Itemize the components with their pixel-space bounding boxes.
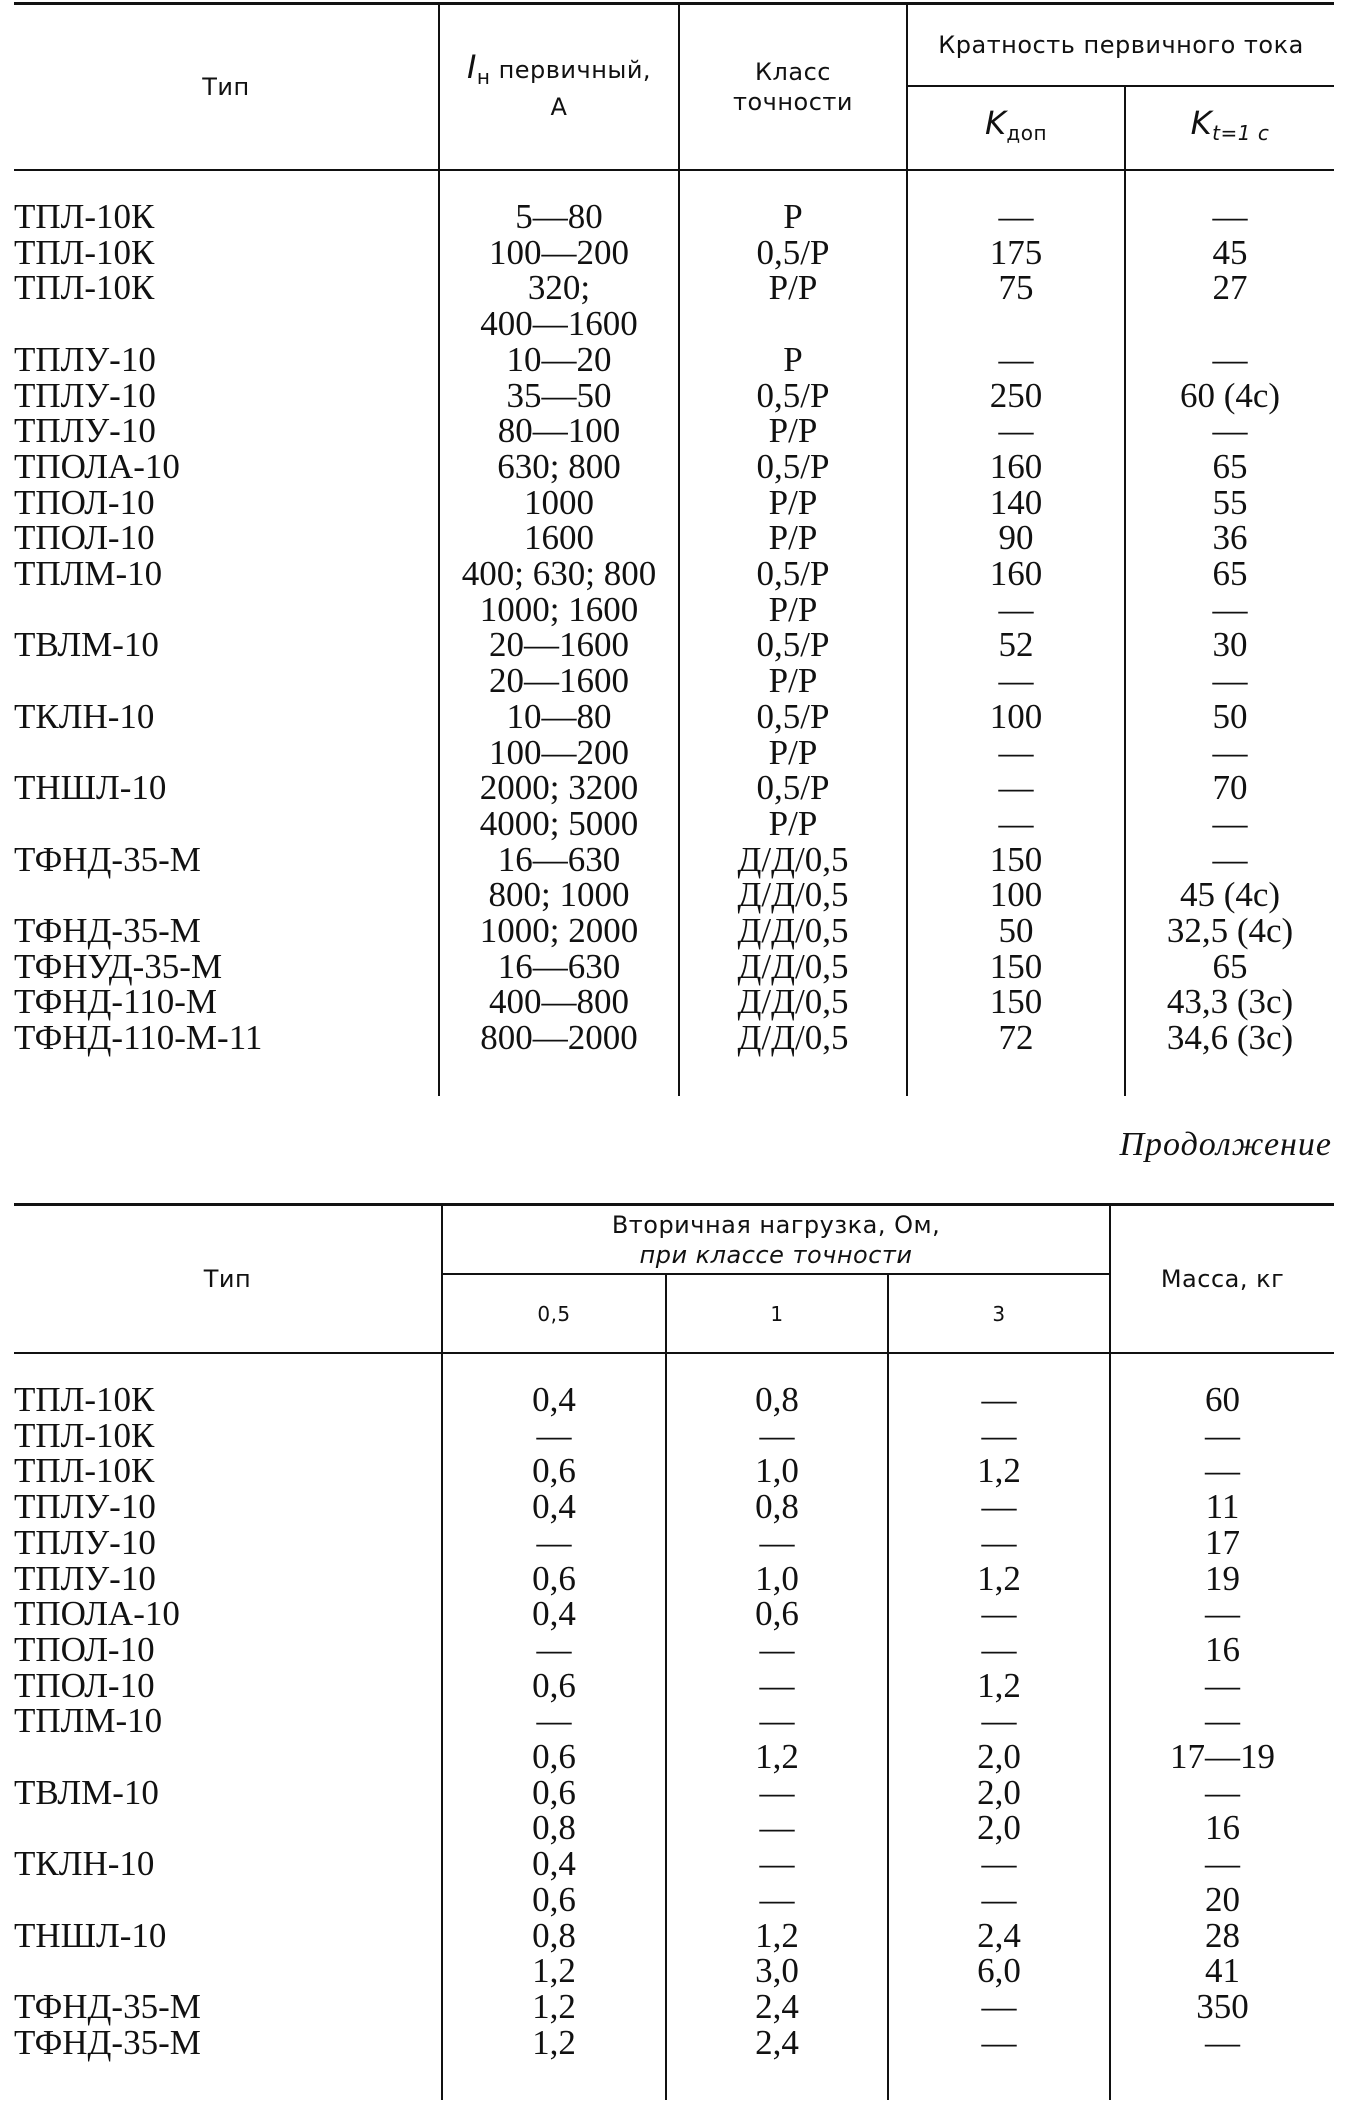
t2-row <box>14 1989 1334 2025</box>
k-t-sub: t=1 с <box>1212 120 1270 145</box>
t1-cell-type: ТНШЛ-10 <box>14 768 167 808</box>
t1-row <box>14 592 1334 628</box>
t1-cell-accuracy: Д/Д/0,5 <box>679 913 907 949</box>
col-header-primary-current <box>439 4 679 171</box>
t1-cell-type: ТПОЛА-10 <box>14 446 180 486</box>
t1-cell-current: 320; <box>439 270 679 306</box>
t1-cell-accuracy: Р/Р <box>679 270 907 306</box>
t2-cell-c05: 0,6 <box>442 1561 666 1597</box>
t2-cell-type: ТПЛМ-10 <box>14 1701 163 1741</box>
t1-cell-current: 20—1600 <box>439 627 679 663</box>
t2-cell-c05: 0,6 <box>442 1453 666 1489</box>
t1-cell-k_dop: 150 <box>907 842 1125 878</box>
k-t-symbol: K <box>1190 104 1213 143</box>
t1-cell-type: ТФНД-35-М <box>14 911 201 951</box>
t1-cell-k_dop: 90 <box>907 520 1125 556</box>
t1-cell-k_dop: 100 <box>907 877 1125 913</box>
t1-cell-type <box>14 663 439 699</box>
t1-cell-current: 100—200 <box>439 735 679 771</box>
t2-cell-type: ТВЛМ-10 <box>14 1772 159 1812</box>
t1-row <box>14 413 1334 449</box>
t2-row <box>14 1632 1334 1668</box>
t2-cell-c1: 2,4 <box>666 2025 888 2061</box>
t1-cell-k_dop: 150 <box>907 949 1125 985</box>
t1-cell-k_t: — <box>1125 592 1334 628</box>
t2-cell-c1: — <box>666 1525 888 1561</box>
t1-cell-type: ТФНД-110-М <box>14 982 218 1022</box>
col-header-mass: Масса, кг <box>1110 1205 1334 1354</box>
t2-cell-c3: — <box>888 1596 1110 1632</box>
t1-row <box>14 520 1334 556</box>
t2-cell-c05: — <box>442 1632 666 1668</box>
t2-cell-c1: — <box>666 1810 888 1846</box>
t1-cell-current: 10—80 <box>439 699 679 735</box>
t2-cell-mass: — <box>1110 1846 1334 1882</box>
t1-cell-k_dop: 140 <box>907 485 1125 521</box>
t1-row <box>14 378 1334 414</box>
t2-cell-c3: — <box>888 1632 1110 1668</box>
t2-cell-c1: — <box>666 1846 888 1882</box>
t1-cell-k_dop: 52 <box>907 627 1125 663</box>
accuracy-line1: Класс <box>755 58 831 86</box>
t2-cell-c3: — <box>888 1418 1110 1454</box>
t2-cell-c05: — <box>442 1703 666 1739</box>
t2-cell-c05: 0,6 <box>442 1775 666 1811</box>
t1-cell-k_dop: — <box>907 663 1125 699</box>
t2-row <box>14 1561 1334 1597</box>
transformer-table-secondary <box>14 1203 1334 2100</box>
col-header-k-dop <box>907 86 1125 170</box>
t2-cell-type: ТКЛН-10 <box>14 1844 155 1884</box>
t2-cell-c05: 0,6 <box>442 1882 666 1918</box>
t2-row <box>14 1739 1334 1775</box>
col-header-class-1: 1 <box>666 1274 888 1353</box>
t1-cell-type <box>14 806 439 842</box>
t1-cell-k_t: 27 <box>1125 270 1334 306</box>
t1-cell-type: ТПЛ-10К <box>14 232 155 272</box>
t1-row <box>14 663 1334 699</box>
t2-cell-type: ТПЛУ-10 <box>14 1522 156 1562</box>
t1-cell-accuracy <box>679 306 907 342</box>
t2-cell-c3: — <box>888 1846 1110 1882</box>
t2-row <box>14 1489 1334 1525</box>
t1-cell-k_dop: 160 <box>907 556 1125 592</box>
t1-cell-accuracy: Р/Р <box>679 806 907 842</box>
t2-cell-mass: — <box>1110 1453 1334 1489</box>
t2-cell-c05: 0,4 <box>442 1596 666 1632</box>
t2-row <box>14 1810 1334 1846</box>
t2-cell-type: ТПЛ-10К <box>14 1451 155 1491</box>
continuation-label: Продолжение <box>1119 1126 1332 1163</box>
t1-row <box>14 235 1334 271</box>
t2-row <box>14 1918 1334 1954</box>
t1-cell-current: 4000; 5000 <box>439 806 679 842</box>
t1-cell-k_t: 60 (4с) <box>1125 378 1334 414</box>
t2-cell-mass: 60 <box>1110 1382 1334 1418</box>
t1-row <box>14 735 1334 771</box>
t2-cell-type: ТПОЛА-10 <box>14 1594 180 1634</box>
t1-cell-current: 1000; 1600 <box>439 592 679 628</box>
t2-cell-type: ТПЛУ-10 <box>14 1487 156 1527</box>
t1-row <box>14 949 1334 985</box>
t1-cell-type: ТПЛ-10К <box>14 197 155 236</box>
t2-cell-c05: 0,4 <box>442 1846 666 1882</box>
t2-cell-type: ТПЛ-10К <box>14 1380 155 1419</box>
t2-cell-c3: — <box>888 1882 1110 1918</box>
t2-row <box>14 1953 1334 1989</box>
t2-cell-mass: — <box>1110 1418 1334 1454</box>
t2-cell-c05: 0,8 <box>442 1810 666 1846</box>
t2-cell-mass: 16 <box>1110 1810 1334 1846</box>
t1-cell-accuracy: 0,5/Р <box>679 556 907 592</box>
t1-cell-type: ТФНУД-35-М <box>14 946 223 986</box>
t1-cell-type: ТФНД-110-М-11 <box>14 1018 263 1058</box>
t1-cell-accuracy: 0,5/Р <box>679 449 907 485</box>
t1-cell-k_t: 34,6 (3с) <box>1125 1020 1334 1056</box>
t1-cell-k_dop: 75 <box>907 270 1125 306</box>
t1-row <box>14 627 1334 663</box>
t1-cell-current: 2000; 3200 <box>439 770 679 806</box>
t1-cell-k_dop: 160 <box>907 449 1125 485</box>
t2-row <box>14 1382 1334 1418</box>
t2-cell-c3: — <box>888 1703 1110 1739</box>
t2-cell-c1: 0,8 <box>666 1382 888 1418</box>
t2-cell-mass: — <box>1110 1596 1334 1632</box>
t2-cell-type: ТПЛ-10К <box>14 1415 155 1455</box>
col-header-class-3: 3 <box>888 1274 1110 1353</box>
t2-cell-c3: 2,0 <box>888 1810 1110 1846</box>
t1-cell-current: 1000 <box>439 485 679 521</box>
t1-cell-accuracy: Д/Д/0,5 <box>679 984 907 1020</box>
t1-cell-k_t: 50 <box>1125 699 1334 735</box>
col-header-type-2: Тип <box>14 1205 442 1354</box>
t2-cell-c1: — <box>666 1703 888 1739</box>
t1-cell-type: ТПЛ-10К <box>14 268 155 308</box>
t1-cell-current: 10—20 <box>439 342 679 378</box>
col-header-multiplicity: Кратность первичного тока <box>907 4 1334 87</box>
t2-row <box>14 1418 1334 1454</box>
t1-row <box>14 342 1334 378</box>
t1-cell-type: ТФНД-35-М <box>14 839 201 879</box>
t1-cell-accuracy: 0,5/Р <box>679 770 907 806</box>
t2-cell-mass: 41 <box>1110 1953 1334 1989</box>
t2-cell-c05: 0,6 <box>442 1739 666 1775</box>
t1-cell-type: ТПЛУ-10 <box>14 411 156 451</box>
t1-cell-accuracy: 0,5/Р <box>679 699 907 735</box>
t2-cell-mass: — <box>1110 1703 1334 1739</box>
current-label: первичный, <box>490 56 652 85</box>
t2-cell-c1: 1,2 <box>666 1739 888 1775</box>
t1-row <box>14 913 1334 949</box>
col-header-class-05: 0,5 <box>442 1274 666 1353</box>
t2-cell-c1: 1,0 <box>666 1453 888 1489</box>
t1-cell-current: 100—200 <box>439 235 679 271</box>
t2-cell-c05: 0,8 <box>442 1918 666 1954</box>
t1-row <box>14 1020 1334 1056</box>
t1-cell-current: 400; 630; 800 <box>439 556 679 592</box>
t2-row <box>14 1525 1334 1561</box>
t2-cell-c1: — <box>666 1668 888 1704</box>
accuracy-line2: точности <box>733 88 853 116</box>
t1-cell-accuracy: 0,5/Р <box>679 378 907 414</box>
t1-cell-type: ТПЛУ-10 <box>14 339 156 379</box>
t1-row <box>14 770 1334 806</box>
t1-cell-type <box>14 735 439 771</box>
k-dop-sub: доп <box>1006 120 1048 145</box>
t1-cell-current: 400—1600 <box>439 306 679 342</box>
t2-cell-type: ТПОЛ-10 <box>14 1665 155 1705</box>
t1-cell-accuracy: Р <box>679 342 907 378</box>
t1-row <box>14 199 1334 235</box>
t2-row <box>14 1775 1334 1811</box>
t1-cell-k_t: 30 <box>1125 627 1334 663</box>
t2-cell-c3: 1,2 <box>888 1668 1110 1704</box>
t1-row <box>14 449 1334 485</box>
t2-cell-c3: — <box>888 1989 1110 2025</box>
t2-cell-type <box>14 1739 442 1775</box>
load-line1: Вторичная нагрузка, Ом, <box>611 1210 941 1239</box>
t1-cell-accuracy: Р/Р <box>679 592 907 628</box>
t2-cell-mass: 28 <box>1110 1918 1334 1954</box>
t2-cell-type <box>14 1810 442 1846</box>
t1-cell-k_t: 65 <box>1125 449 1334 485</box>
t2-cell-c3: 1,2 <box>888 1453 1110 1489</box>
t1-cell-current: 80—100 <box>439 413 679 449</box>
t1-cell-k_t: — <box>1125 663 1334 699</box>
t1-cell-k_dop: 72 <box>907 1020 1125 1056</box>
t1-cell-k_dop: — <box>907 735 1125 771</box>
t1-cell-k_dop: 50 <box>907 913 1125 949</box>
t1-row <box>14 270 1334 306</box>
t2-cell-c05: 0,6 <box>442 1668 666 1704</box>
t1-cell-type: ТПОЛ-10 <box>14 518 155 558</box>
t1-cell-k_t: — <box>1125 413 1334 449</box>
t2-cell-type <box>14 1882 442 1918</box>
t2-cell-type: ТФНД-35-М <box>14 1986 201 2026</box>
t1-cell-accuracy: Р <box>679 199 907 235</box>
t1-cell-type: ТПОЛ-10 <box>14 482 155 522</box>
t2-cell-c3: — <box>888 1382 1110 1418</box>
t2-cell-c1: 0,8 <box>666 1489 888 1525</box>
t1-cell-k_t: 70 <box>1125 770 1334 806</box>
t2-cell-mass: 350 <box>1110 1989 1334 2025</box>
t2-cell-c1: 1,0 <box>666 1561 888 1597</box>
t1-cell-type: ТВЛМ-10 <box>14 625 159 665</box>
t2-cell-c1: 0,6 <box>666 1596 888 1632</box>
t1-cell-k_t <box>1125 306 1334 342</box>
t2-cell-mass: 19 <box>1110 1561 1334 1597</box>
t1-cell-current: 16—630 <box>439 949 679 985</box>
t2-cell-c3: 2,0 <box>888 1775 1110 1811</box>
t2-cell-mass: 20 <box>1110 1882 1334 1918</box>
t1-cell-k_t: — <box>1125 842 1334 878</box>
t2-row <box>14 1596 1334 1632</box>
t1-cell-current: 16—630 <box>439 842 679 878</box>
t1-cell-k_t: 55 <box>1125 485 1334 521</box>
t1-cell-type <box>14 592 439 628</box>
t1-row <box>14 485 1334 521</box>
t2-cell-c05: 1,2 <box>442 1953 666 1989</box>
t1-cell-accuracy: Р/Р <box>679 485 907 521</box>
t1-cell-type <box>14 306 439 342</box>
t1-row <box>14 842 1334 878</box>
t1-cell-k_dop: — <box>907 199 1125 235</box>
current-symbol-sub: н <box>476 64 491 89</box>
t1-cell-accuracy: 0,5/Р <box>679 627 907 663</box>
t1-cell-k_t: 65 <box>1125 949 1334 985</box>
t2-cell-c05: — <box>442 1525 666 1561</box>
t1-row <box>14 806 1334 842</box>
t1-row <box>14 984 1334 1020</box>
t1-cell-type: ТПЛМ-10 <box>14 554 163 594</box>
t1-cell-k_t: 45 <box>1125 235 1334 271</box>
t1-cell-accuracy: Р/Р <box>679 413 907 449</box>
t1-cell-type: ТПЛУ-10 <box>14 375 156 415</box>
t1-cell-k_dop: — <box>907 342 1125 378</box>
t2-cell-mass: 11 <box>1110 1489 1334 1525</box>
t1-cell-k_t: — <box>1125 342 1334 378</box>
t2-cell-c1: 3,0 <box>666 1953 888 1989</box>
t1-cell-k_t: 65 <box>1125 556 1334 592</box>
t1-cell-k_dop: 100 <box>907 699 1125 735</box>
col-header-type: Тип <box>14 4 439 171</box>
t2-cell-mass: — <box>1110 1775 1334 1811</box>
t2-cell-c05: 1,2 <box>442 1989 666 2025</box>
t1-cell-current: 1000; 2000 <box>439 913 679 949</box>
t2-cell-c1: — <box>666 1882 888 1918</box>
t2-cell-type: ТНШЛ-10 <box>14 1915 167 1955</box>
t1-cell-current: 400—800 <box>439 984 679 1020</box>
t1-row <box>14 306 1334 342</box>
t2-row <box>14 1668 1334 1704</box>
t1-cell-k_t: 32,5 (4с) <box>1125 913 1334 949</box>
t2-cell-c3: — <box>888 1525 1110 1561</box>
t2-cell-c1: 1,2 <box>666 1918 888 1954</box>
t1-cell-current: 35—50 <box>439 378 679 414</box>
t1-cell-k_dop: 250 <box>907 378 1125 414</box>
t1-cell-k_t: 36 <box>1125 520 1334 556</box>
t2-row <box>14 1453 1334 1489</box>
t2-cell-c3: 2,4 <box>888 1918 1110 1954</box>
t1-cell-k_t: 43,3 (3с) <box>1125 984 1334 1020</box>
t1-cell-accuracy: Р/Р <box>679 735 907 771</box>
t1-row <box>14 877 1334 913</box>
t2-cell-c3: 6,0 <box>888 1953 1110 1989</box>
t1-cell-k_t: — <box>1125 806 1334 842</box>
transformer-table-primary <box>14 2 1334 1096</box>
t1-cell-accuracy: Д/Д/0,5 <box>679 877 907 913</box>
t2-cell-c1: — <box>666 1632 888 1668</box>
k-dop-symbol: K <box>984 104 1007 143</box>
t1-cell-k_t: — <box>1125 199 1334 235</box>
t1-cell-current: 800; 1000 <box>439 877 679 913</box>
t2-cell-c3: — <box>888 2025 1110 2061</box>
t1-cell-k_t: 45 (4с) <box>1125 877 1334 913</box>
col-header-k-t <box>1125 86 1334 170</box>
t1-cell-current: 20—1600 <box>439 663 679 699</box>
t2-cell-c1: 2,4 <box>666 1989 888 2025</box>
t2-cell-c3: 2,0 <box>888 1739 1110 1775</box>
t2-cell-mass: 17—19 <box>1110 1739 1334 1775</box>
t1-cell-accuracy: Р/Р <box>679 663 907 699</box>
t2-cell-type: ТПЛУ-10 <box>14 1558 156 1598</box>
t1-cell-k_dop: — <box>907 770 1125 806</box>
t1-cell-current: 630; 800 <box>439 449 679 485</box>
t1-cell-accuracy: Д/Д/0,5 <box>679 1020 907 1056</box>
t2-row <box>14 1703 1334 1739</box>
t1-cell-k_dop: — <box>907 806 1125 842</box>
t1-cell-k_t: — <box>1125 735 1334 771</box>
t1-cell-k_dop <box>907 306 1125 342</box>
t2-cell-mass: 16 <box>1110 1632 1334 1668</box>
current-unit: А <box>550 92 568 121</box>
load-line2: при классе точности <box>639 1240 913 1269</box>
t1-cell-accuracy: Р/Р <box>679 520 907 556</box>
t2-cell-c1: — <box>666 1418 888 1454</box>
t2-cell-mass: 17 <box>1110 1525 1334 1561</box>
t1-cell-accuracy: 0,5/Р <box>679 235 907 271</box>
t2-cell-type: ТФНД-35-М <box>14 2022 201 2062</box>
t1-cell-current: 1600 <box>439 520 679 556</box>
t2-row <box>14 1846 1334 1882</box>
t1-cell-k_dop: 175 <box>907 235 1125 271</box>
t1-cell-type <box>14 877 439 913</box>
t1-row <box>14 699 1334 735</box>
t1-cell-current: 800—2000 <box>439 1020 679 1056</box>
t1-cell-accuracy: Д/Д/0,5 <box>679 842 907 878</box>
t1-cell-k_dop: — <box>907 413 1125 449</box>
t1-cell-k_dop: — <box>907 592 1125 628</box>
t2-cell-c3: 1,2 <box>888 1561 1110 1597</box>
t2-cell-c05: 0,4 <box>442 1489 666 1525</box>
col-header-accuracy <box>679 4 907 171</box>
t2-cell-c05: 1,2 <box>442 2025 666 2061</box>
t2-row <box>14 2025 1334 2061</box>
t1-row <box>14 556 1334 592</box>
t2-cell-c05: 0,4 <box>442 1382 666 1418</box>
t2-cell-mass: — <box>1110 2025 1334 2061</box>
t2-cell-c1: — <box>666 1775 888 1811</box>
t1-cell-type: ТКЛН-10 <box>14 696 155 736</box>
col-header-secondary-load <box>442 1205 1110 1275</box>
t2-cell-c05: — <box>442 1418 666 1454</box>
t1-cell-current: 5—80 <box>439 199 679 235</box>
current-symbol: I <box>466 48 477 87</box>
t2-cell-mass: — <box>1110 1668 1334 1704</box>
t2-row <box>14 1882 1334 1918</box>
t1-cell-k_dop: 150 <box>907 984 1125 1020</box>
t2-cell-type: ТПОЛ-10 <box>14 1629 155 1669</box>
t1-cell-accuracy: Д/Д/0,5 <box>679 949 907 985</box>
t2-cell-type <box>14 1953 442 1989</box>
t2-cell-c3: — <box>888 1489 1110 1525</box>
